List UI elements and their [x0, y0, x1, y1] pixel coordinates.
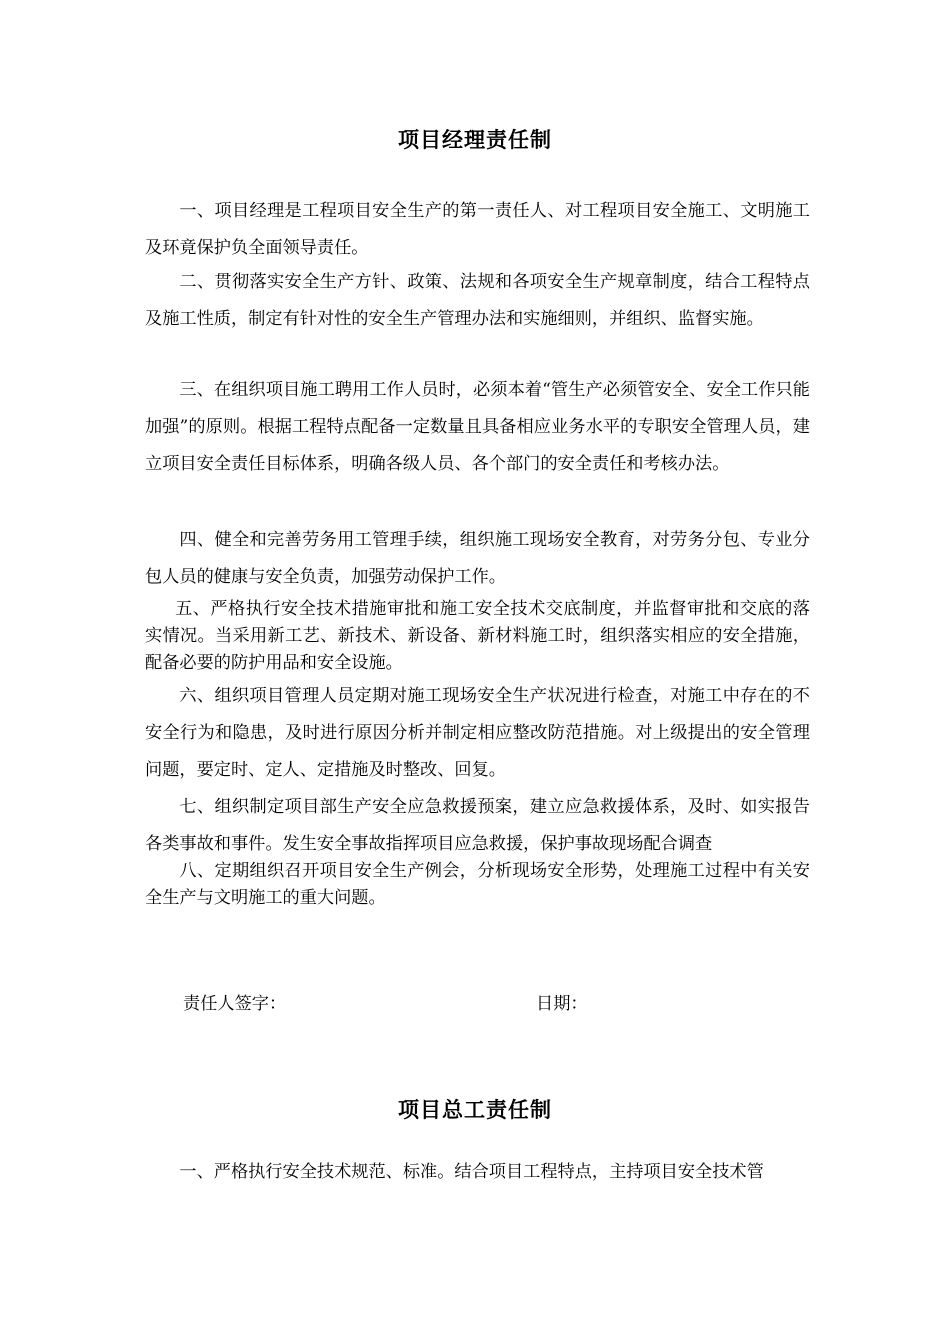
- paragraph-7: 七、组织制定项目部生产安全应急救援预案，建立应急救援体系，及时、如实报告各类事故和事件。发生安全事故指挥项目应急救援，保护事故现场配合调查: [145, 797, 810, 854]
- paragraph-2: 二、贯彻落实安全生产方针、政策、法规和各项安全生产规章制度，结合工程特点及施工性质，制定有针对性的安全生产管理办法和实施细则，并组织、监督实施。: [145, 272, 810, 329]
- paragraph-5: 五、严格执行安全技术措施审批和施工安全技术交底制度，并监督审批和交底的落实情况。当采用新工艺、新技术、新设备、新材料施工时，组织落实相应的安全措施，配备必要的防护用品和安全设施。: [145, 599, 810, 673]
- paragraph-4: 四、健全和完善劳务用工管理手续，组织施工现场安全教育，对劳务分包、专业分包人员的健康与安全负责，加强劳动保护工作。: [145, 530, 810, 587]
- section-title-chief-engineer: 项目总工责任制: [398, 1098, 552, 1122]
- date-label: 日期：: [536, 994, 588, 1014]
- section-title-project-manager: 项目经理责任制: [398, 128, 552, 152]
- paragraph-6: 六、组织项目管理人员定期对施工现场安全生产状况进行检查，对施工中存在的不安全行为和隐患，及时进行原因分析并制定相应整改防范措施。对上级提出的安全管理问题，要定时、定人、定措施及时整改、回复。: [145, 686, 810, 780]
- signature-label: 责任人签字：: [183, 994, 287, 1014]
- paragraph-3: 三、在组织项目施工聘用工作人员时，必须本着“管生产必须管安全、安全工作只能加强”的原则。根据工程特点配备一定数量且具备相应业务水平的专职安全管理人员，建立项目安全责任目标体系，明确各级人员、各个部门的安全责任和考核办法。: [145, 380, 810, 474]
- paragraph-8: 八、定期组织召开项目安全生产例会，分析现场安全形势，处理施工过程中有关安全生产与文明施工的重大问题。: [145, 861, 810, 908]
- paragraph-1: 一、项目经理是工程项目安全生产的第一责任人、对工程项目安全施工、文明施工及环竟保护负全面领导责任。: [145, 201, 810, 258]
- paragraph-chief-engineer-1: 一、严格执行安全技术规范、标准。结合项目工程特点，主持项目安全技术管: [179, 1162, 764, 1182]
